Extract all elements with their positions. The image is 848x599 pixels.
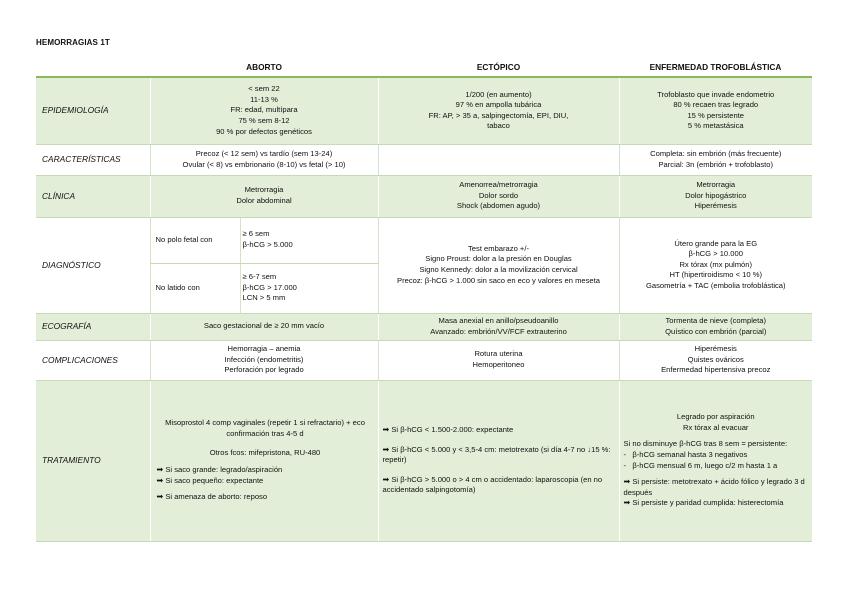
row-label: CARACTERÍSTICAS	[36, 144, 150, 175]
cell-trofoblastica: Tormenta de nieve (completa) Quístico con embrión (parcial)	[619, 313, 812, 340]
cell-trofoblastica: Útero grande para la EG β-hCG > 10.000 Rx tórax (mx pulmón) HT (hipertiroidismo < 10 %) Gasometría + TAC (embolia trofoblástica)	[619, 217, 812, 313]
cell-aborto: Misoprostol 4 comp vaginales (repetir 1 si refractario) + eco confirmación tras 4-5 d Otros fcos: mifepristona, RU-480 ➡ Si saco grande: legrado/aspiración ➡ Si saco pequeño: expectante ➡ Si amenaza de aborto: reposo	[150, 380, 378, 541]
arrow-icon: ➡	[156, 475, 164, 485]
page-title: HEMORRAGIAS 1T	[36, 38, 110, 47]
cell-ectopico: 1/200 (en aumento) 97 % en ampolla tubárica FR: AP, > 35 a, salpingectomía, EPI, DIU, tabaco	[378, 77, 619, 144]
diag-sub-values-2: ≥ 6-7 sem β-hCG > 17.000 LCN > 5 mm	[240, 263, 378, 313]
diag-sub-label-2: No latido con	[150, 263, 240, 313]
cell-trofoblastica: Metrorragia Dolor hipogástrico Hiperémesis	[619, 175, 812, 217]
row-diagnostico	[36, 217, 812, 263]
arrow-icon: ➡	[382, 444, 390, 454]
row-label: DIAGNÓSTICO	[36, 217, 150, 313]
cell-aborto: Saco gestacional de ≥ 20 mm vacío	[150, 313, 378, 340]
diag-sub-values-1: ≥ 6 sem β-hCG > 5.000	[240, 217, 378, 263]
row-label: CLÍNICA	[36, 175, 150, 217]
cell-ectopico: Amenorrea/metrorragia Dolor sordo Shock (abdomen agudo)	[378, 175, 619, 217]
cell-ectopico: Masa anexial en anillo/pseudoanillo Avanzado: embrión/VV/FCF extrauterino	[378, 313, 619, 340]
cell-aborto: < sem 22 11-13 % FR: edad, multípara 75 % sem 8-12 90 % por defectos genéticos	[150, 77, 378, 144]
header-aborto: ABORTO	[150, 58, 378, 77]
diag-sub-label-1: No polo fetal con	[150, 217, 240, 263]
row-label: COMPLICACIONES	[36, 340, 150, 380]
arrow-icon: ➡	[382, 425, 390, 435]
row-label: TRATAMIENTO	[36, 380, 150, 541]
cell-aborto: Hemorragia – anemia Infección (endometritis) Perforación por legrado	[150, 340, 378, 380]
row-label: ECOGRAFÍA	[36, 313, 150, 340]
row-clinica	[36, 175, 812, 217]
header-row	[36, 58, 812, 77]
row-label: EPIDEMIOLOGÍA	[36, 77, 150, 144]
cell-aborto: Metrorragia Dolor abdominal	[150, 175, 378, 217]
cell-ectopico: Rotura uterina Hemoperitoneo	[378, 340, 619, 380]
arrow-icon: ➡	[623, 477, 631, 487]
row-tratamiento	[36, 380, 812, 541]
header-trofoblastica: ENFERMEDAD TROFOBLÁSTICA	[619, 58, 812, 77]
row-caracteristicas	[36, 144, 812, 175]
cell-trofoblastica: Completa: sin embrión (más frecuente) Parcial: 3n (embrión + trofoblasto)	[619, 144, 812, 175]
hemorrhage-table	[36, 58, 812, 542]
header-ectopico: ECTÓPICO	[378, 58, 619, 77]
arrow-icon: ➡	[156, 492, 164, 502]
cell-ectopico: Test embarazo +/- Signo Proust: dolor a la presión en Douglas Signo Kennedy: dolor a la movilización cervical Precoz: β-hCG > 1.000 sin saco en eco y valores en meseta	[378, 217, 619, 313]
arrow-icon: ➡	[623, 498, 631, 508]
cell-trofoblastica: Legrado por aspiración Rx tórax al evacuar Si no disminuye β-hCG tras 8 sem = persistente: - β-hCG semanal hasta 3 negativos - β-hCG mensual 6 m, luego c/2 m hasta 1 a ➡ Si persiste: metotrexato + ácido fólico y legrado 3 d después ➡ Si persiste y paridad cumplida: histerectomía	[619, 380, 812, 541]
cell-trofoblastica: Trofoblasto que invade endometrio 80 % recaen tras legrado 15 % persistente 5 % metastásica	[619, 77, 812, 144]
cell-aborto: Precoz (< 12 sem) vs tardío (sem 13-24) Ovular (< 8) vs embrionario (8-10) vs fetal (> 10)	[150, 144, 378, 175]
row-epidemiologia	[36, 77, 812, 144]
row-ecografia	[36, 313, 812, 340]
row-complicaciones	[36, 340, 812, 380]
cell-ectopico: ➡ Si β-hCG < 1.500-2.000: expectante ➡ Si β-hCG < 5.000 y < 3,5-4 cm: metotrexato (si día 4-7 no ↓15 %: repetir) ➡ Si β-hCG > 5.000 o > 4 cm o accidentado: laparoscopia (en no accidentado salpingotomía)	[378, 380, 619, 541]
cell-trofoblastica: Hiperémesis Quistes ováricos Enfermedad hipertensiva precoz	[619, 340, 812, 380]
cell-ectopico	[378, 144, 619, 175]
arrow-icon: ➡	[382, 474, 390, 484]
arrow-icon: ➡	[156, 465, 164, 474]
